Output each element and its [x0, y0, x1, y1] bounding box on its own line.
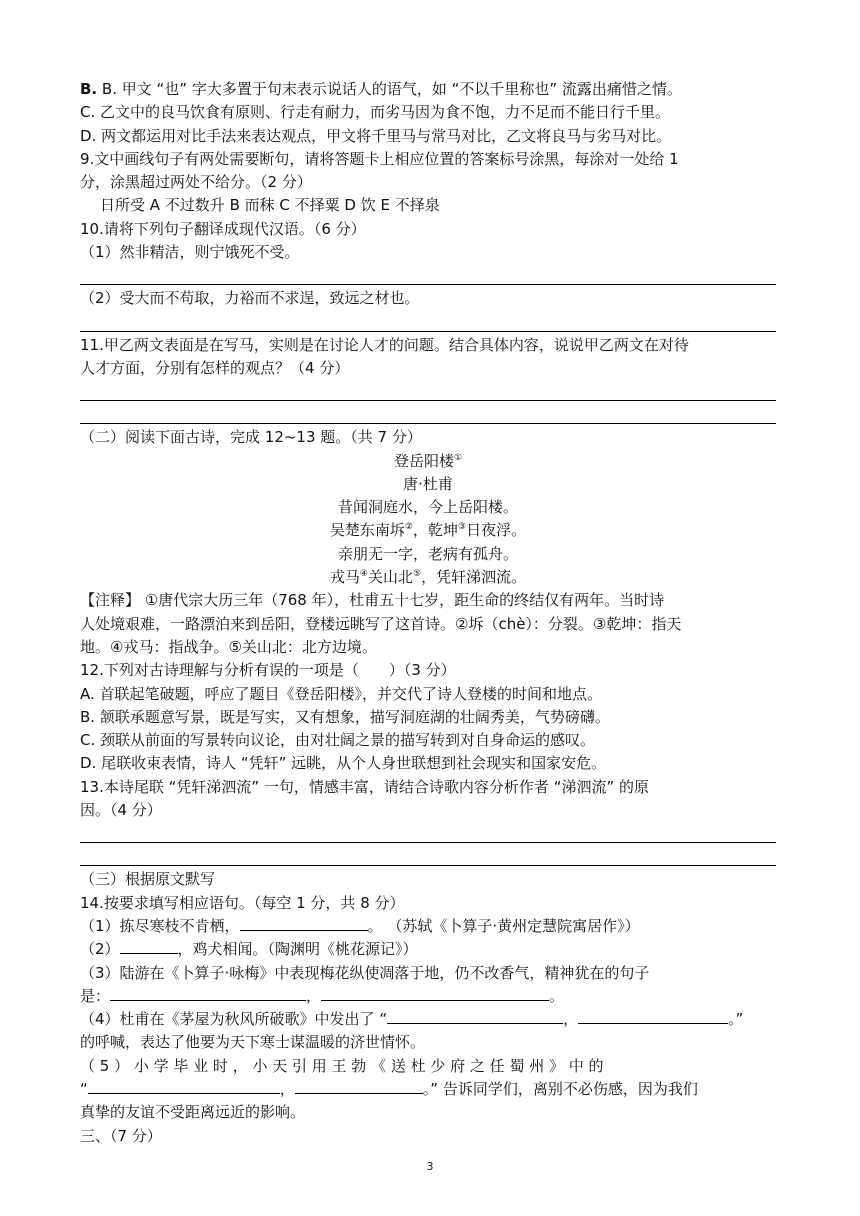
q9-sentence: 日所受 A 不过数升 B 而秣 C 不择粟 D 饮 E 不择泉: [100, 196, 440, 215]
poem-line: 吴楚东南坼②，乾坤③日夜浮。: [329, 521, 527, 540]
fill-blank[interactable]: [578, 1009, 728, 1024]
q12-option-c: C. 颈联从前面的写景转向议论，由对壮阔之景的描写转到对自身命运的感叹。: [80, 731, 596, 750]
q14-item4-line2: 的呼喊，表达了他要为天下寒士谋温暖的济世情怀。: [80, 1033, 426, 1052]
fill-blank[interactable]: [321, 986, 549, 1001]
q13-stem-line1: 13.本诗尾联 “凭轩涕泗流” 一句，情感丰富，请结合诗歌内容分析作者 “涕泗流” 的原: [80, 777, 650, 796]
poem-notes-line3: 地。④戎马：指战争。⑤关山北：北方边境。: [80, 637, 377, 656]
poem-line: 亲朋无一字，老病有孤舟。: [337, 544, 518, 563]
q9-stem-line2: 分，涂黑超过两处不给分。（2 分）: [80, 173, 312, 192]
fill-blank[interactable]: [120, 939, 178, 954]
answer-line: [80, 264, 776, 285]
q12-option-a: A. 首联起笔破题，呼应了题目《登岳阳楼》，并交代了诗人登楼的时间和地点。: [80, 684, 603, 703]
poem-author: 唐·杜甫: [403, 474, 453, 493]
poem-notes-line1: 【注释】 ①唐代宗大历三年（768 年），杜甫五十七岁，距生命的终结仅有两年。当时诗: [80, 591, 665, 610]
q11-stem-line1: 11.甲乙两文表面是在写马，实则是在讨论人才的问题。结合具体内容，说说甲乙两文在对待: [80, 335, 689, 354]
poem-line: 戎马④关山北⑤，凭轩涕泗流。: [329, 568, 527, 587]
q14-stem: 14.按要求填写相应语句。（每空 1 分，共 8 分）: [80, 893, 405, 912]
q13-stem-line2: 因。（4 分）: [80, 801, 162, 820]
q14-item4-line1: （4）杜甫在《茅屋为秋风所破歌》中发出了 “ ， 。”: [80, 1010, 744, 1029]
q9-stem-line1: 9.文中画线句子有两处需要断句，请将答题卡上相应位置的答案标号涂黑，每涂对一处给 1: [80, 149, 679, 168]
answer-line: [80, 822, 776, 843]
q14-item3-line1: （3）陆游在《卜算子·咏梅》中表现梅花纵使凋落于地，仍不改香气，精神犹在的句子: [80, 963, 650, 982]
fill-blank[interactable]: [88, 1079, 280, 1094]
q10-item2: （2）受大而不苟取，力裕而不求逞，致远之材也。: [80, 289, 420, 308]
q10-item1: （1）然非精洁，则宁饿死不受。: [80, 243, 300, 262]
answer-line: [80, 311, 776, 332]
q12-option-d: D. 尾联收束表情，诗人 “凭轩” 远眺，从个人身世联想到社会现实和国家安危。: [80, 754, 607, 773]
answer-line: [80, 845, 776, 866]
poem-line: 昔闻洞庭水，今上岳阳楼。: [337, 498, 518, 517]
part3-heading: 三、（7 分）: [80, 1126, 162, 1145]
poem-notes-line2: 人处境艰难，一路漂泊来到岳阳，登楼远眺写了这首诗。②坼（chè）：分裂。③乾坤：指天: [80, 614, 682, 633]
fill-blank[interactable]: [387, 1009, 563, 1024]
q14-item2: （2） ，鸡犬相闻。（陶渊明《桃花源记》）: [80, 940, 418, 959]
fill-blank[interactable]: [110, 986, 306, 1001]
section3-heading: （三）根据原文默写: [80, 870, 216, 889]
q14-item1: （1）拣尽寒枝不肯栖， 。 （苏轼《卜算子·黄州定慧院寓居作》）: [80, 916, 640, 935]
q8-option-b: B. B. 甲文 “也” 字大多置于句末表示说话人的语气，如 “不以千里称也” 流露出痛惜之情。: [80, 80, 682, 98]
q12-stem: 12.下列对古诗理解与分析有误的一项是（ ）（3 分）: [80, 661, 456, 680]
q14-item5-line2: “ ， 。” 告诉同学们，离别不必伤感，因为我们: [80, 1079, 698, 1098]
q14-item5-line1: （ 5 ） 小 学 毕 业 时 ， 小 天 引 用 王 勃 《 送 杜 少 府 之 任 蜀 州 》 中 的: [80, 1056, 604, 1075]
q14-item5-line3: 真挚的友谊不受距离远近的影响。: [80, 1103, 306, 1122]
q8-option-d: D. 两文都运用对比手法来表达观点，甲文将千里马与常马对比，乙文将良马与劣马对比。: [80, 126, 672, 145]
q12-option-b: B. 颔联承题意写景，既是写实，又有想象，描写洞庭湖的壮阔秀美，气势磅礴。: [80, 707, 610, 726]
q11-stem-line2: 人才方面，分别有怎样的观点？（4 分）: [80, 358, 350, 377]
poem-title: 登岳阳楼①: [393, 451, 463, 470]
answer-line: [80, 380, 776, 401]
answer-line: [80, 403, 776, 424]
fill-blank[interactable]: [295, 1079, 423, 1094]
q14-item3-line2: 是： ， 。: [80, 986, 565, 1005]
section2-heading: （二）阅读下面古诗，完成 12~13 题。（共 7 分）: [80, 428, 422, 447]
q10-stem: 10.请将下列句子翻译成现代汉语。（6 分）: [80, 219, 366, 238]
page-number: 3: [426, 1160, 434, 1173]
fill-blank[interactable]: [240, 916, 368, 931]
exam-page: [80, 78, 776, 1148]
q8-option-c: C. 乙文中的良马饮食有原则、行走有耐力，而劣马因为食不饱，力不足而不能日行千里。: [80, 103, 671, 122]
